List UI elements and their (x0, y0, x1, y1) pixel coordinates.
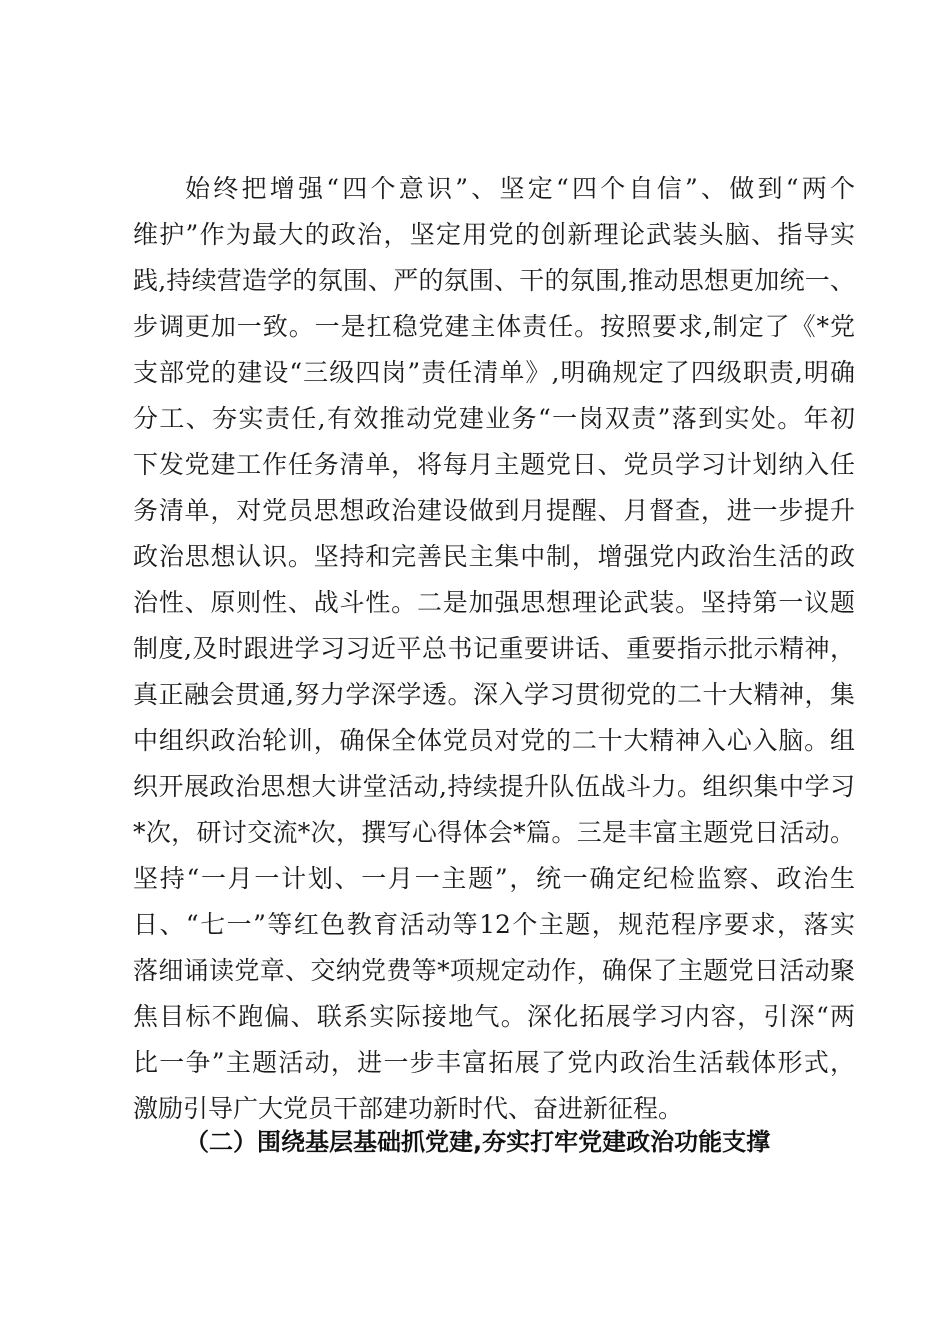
paragraph-line: 政治思想认识。坚持和完善民主集中制，增强党内政治生活的政 (133, 542, 855, 571)
paragraph-line: 落细诵读党章、交纳党费等*项规定动作，确保了主题党日活动聚 (133, 956, 855, 985)
paragraph-line: *次，研讨交流*次，撰写心得体会*篇。三是丰富主题党日活动。 (133, 818, 855, 847)
paragraph-line: 治性、原则性、战斗性。二是加强思想理论武装。坚持第一议题 (133, 588, 855, 617)
paragraph-line: 比一争”主题活动，进一步丰富拓展了党内政治生活载体形式， (133, 1048, 855, 1077)
paragraph-line: 织开展政治思想大讲堂活动,持续提升队伍战斗力。组织集中学习 (133, 772, 855, 801)
section-heading: （二）围绕基层基础抓党建,夯实打牢党建政治功能支撑 (185, 1128, 771, 1156)
paragraph-line: 日、“七一”等红色教育活动等12个主题，规范程序要求，落实 (133, 910, 855, 939)
paragraph-line: 分工、夯实责任,有效推动党建业务“一岗双责”落到实处。年初 (133, 404, 855, 433)
paragraph-line: 步调更加一致。一是扛稳党建主体责任。按照要求,制定了《*党 (133, 312, 855, 341)
paragraph-line: 焦目标不跑偏、联系实际接地气。深化拓展学习内容，引深“两 (133, 1002, 855, 1031)
paragraph-line: 制度,及时跟进学习习近平总书记重要讲话、重要指示批示精神， (133, 634, 855, 663)
paragraph-line: 践,持续营造学的氛围、严的氛围、干的氛围,推动思想更加统一、 (133, 266, 855, 295)
paragraph-line: 始终把增强“四个意识”、坚定“四个自信”、做到“两个 (185, 174, 855, 203)
paragraph-line: 真正融会贯通,努力学深学透。深入学习贯彻党的二十大精神，集 (133, 680, 855, 709)
paragraph-line: 下发党建工作任务清单，将每月主题党日、党员学习计划纳入任 (133, 450, 855, 479)
paragraph-line: 中组织政治轮训，确保全体党员对党的二十大精神入心入脑。组 (133, 726, 855, 755)
paragraph-line: 支部党的建设“三级四岗”责任清单》,明确规定了四级职责,明确 (133, 358, 855, 387)
paragraph-line: 维护”作为最大的政治，坚定用党的创新理论武装头脑、指导实 (133, 220, 855, 249)
paragraph-line: 坚持“一月一计划、一月一主题”，统一确定纪检监察、政治生 (133, 864, 855, 893)
paragraph-line: 激励引导广大党员干部建功新时代、奋进新征程。 (133, 1094, 684, 1123)
paragraph-line: 务清单，对党员思想政治建设做到月提醒、月督查，进一步提升 (133, 496, 855, 525)
